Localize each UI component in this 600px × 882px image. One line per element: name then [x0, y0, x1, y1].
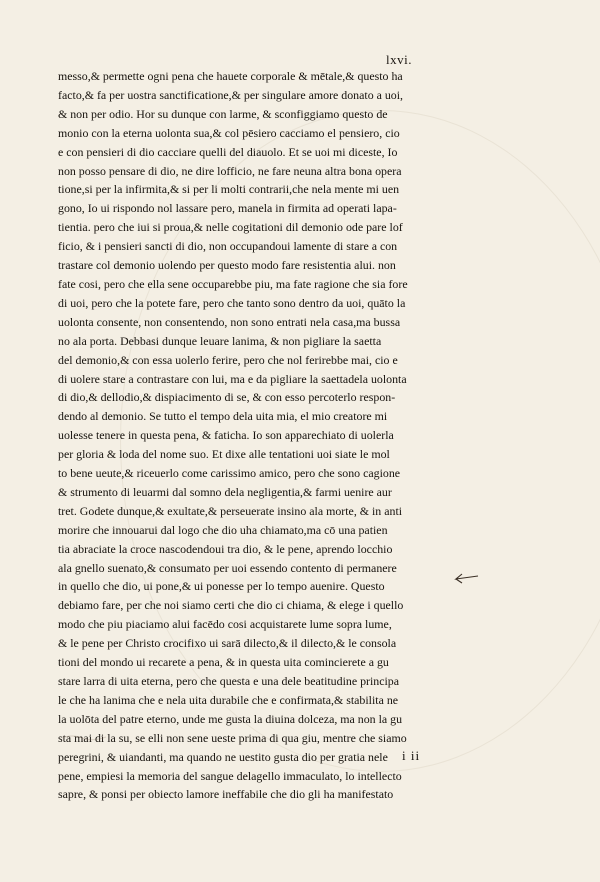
text-line: pene, empiesi la memoria del sangue delagello immaculato, lo intellecto — [58, 768, 402, 783]
signature-mark: i ii — [402, 748, 421, 763]
text-line: stare larra di uita eterna, pero che questa e una dele beatitudine principa — [58, 674, 400, 688]
text-line: to bene ueute,& riceuerlo come carissimo amico, pero che sono cagione — [58, 466, 401, 481]
faint-ink-mark — [60, 732, 110, 742]
text-line: di uolere stare a contrastare con lui, ma e da pigliare la saettadela uolonta — [58, 371, 407, 386]
text-line: gono, Io ui rispondo nol lassare pero, manela in firmita ad operati lapa- — [58, 201, 397, 216]
text-line: messo,& permette ogni pena che hauete corporale & mētale,& questo ha — [58, 69, 403, 83]
text-line: & non per odio. Hor su dunque con larme, & sconfiggiamo questo de — [58, 106, 388, 121]
text-line: ficio, & i pensieri sancti di dio, non occupandoui lamente di stare a con — [58, 239, 398, 254]
text-line: dendo al demonio. Se tutto el tempo dela uita mia, el mio creatore mi — [58, 409, 388, 424]
text-line: di dio,& dellodio,& dispiacimento di se, & con esso percoterlo respon- — [58, 390, 396, 405]
marginal-pointer-mark — [450, 570, 480, 586]
text-line: morire che innouarui dal logo che dio uha chiamato,ma cō una patien — [58, 522, 388, 537]
text-line: uolesse tenere in questa pena, & faticha. Io son apparechiato di uolerla — [58, 428, 394, 443]
text-line: tia abraciate la croce nascodendoui tra dio, & le pene, aprendo locchio — [58, 541, 393, 556]
text-line: del demonio,& con essa uolerlo ferire, pero che nol ferirebbe mai, cio e — [58, 352, 398, 367]
text-line: facto,& fa per uostra sanctificatione,& per singulare amore donato a uoi, — [58, 87, 404, 102]
text-line: ala gnello suenato,& consumato per uoi essendo contento di permanere — [58, 560, 397, 575]
text-line: tioni del mondo ui recarete a pena, & in questa uita comincierete a gu — [58, 655, 389, 670]
folio-number: lxvi. — [386, 52, 412, 67]
text-line: monio con la eterna uolonta sua,& col pēsiero cacciamo el pensiero, cio — [58, 125, 400, 140]
text-line: & strumento di leuarmi dal somno dela negligentia,& farmi uenire aur — [58, 484, 392, 499]
text-line: sta mai di la su, se elli non sene ueste prima di qua giu, mentre che siamo — [58, 730, 407, 745]
text-line: in quello che dio, ui pone,& ui ponesse per lo tempo auenire. Questo — [58, 579, 385, 594]
text-line: debiamo fare, per che noi siamo certi che dio ci chiama, & elege i quello — [58, 598, 404, 613]
text-line: di uoi, pero che la potete fare, pero che tanto sono dentro da uoi, quāto la — [58, 295, 406, 310]
text-line: no ala porta. Debbasi dunque leuare lanima, & non pigliare la saetta — [58, 333, 382, 348]
text-line: e con pensieri di dio cacciare quelli del diauolo. Et se uoi mi diceste, Io — [58, 144, 398, 159]
text-block — [58, 67, 490, 804]
text-line: tione,si per la infirmita,& si per li molti contrarii,che nela mente mi uen — [58, 182, 400, 197]
text-line: le che ha lanima che e nela uita durabile che e confirmata,& stabilita ne — [58, 692, 399, 707]
text-line: trastare col demonio uolendo per questo modo fare resistentia alui. non — [58, 258, 396, 273]
text-line: & le pene per Christo crocifixo ui sarā dilecto,& il dilecto,& le consola — [58, 636, 397, 651]
text-line: fate cosi, pero che ella sene occuparebbe piu, ma fate ragione che sia fore — [58, 276, 408, 291]
text-line: modo che piu piaciamo alui facēdo cosi acquistarete lume sopra lume, — [58, 617, 392, 632]
text-line: peregrini, & uiandanti, ma quando ne uestito gusta dio per gratia nele — [58, 749, 388, 764]
text-line: la uolōta del patre eterno, unde me gusta la diuina dolceza, ma non la gu — [58, 711, 403, 726]
text-line: sapre, & ponsi per obiecto lamore ineffabile che dio gli ha manifestato — [58, 787, 394, 802]
text-line: uolonta consente, non consentendo, non sono entrati nela casa,ma bussa — [58, 314, 401, 329]
text-line: per gloria & loda del nome suo. Et dixe alle tentationi uoi siate le mol — [58, 447, 390, 462]
text-line: tret. Godete dunque,& exultate,& perseuerate insino ala morte, & in anti — [58, 503, 403, 518]
text-line: non posso pensare di dio, ne dire lofficio, ne fare neuna altra bona opera — [58, 163, 402, 178]
text-line: tientia. pero che iui si proua,& nelle cogitationi dil demonio ode pare lof — [58, 220, 403, 235]
